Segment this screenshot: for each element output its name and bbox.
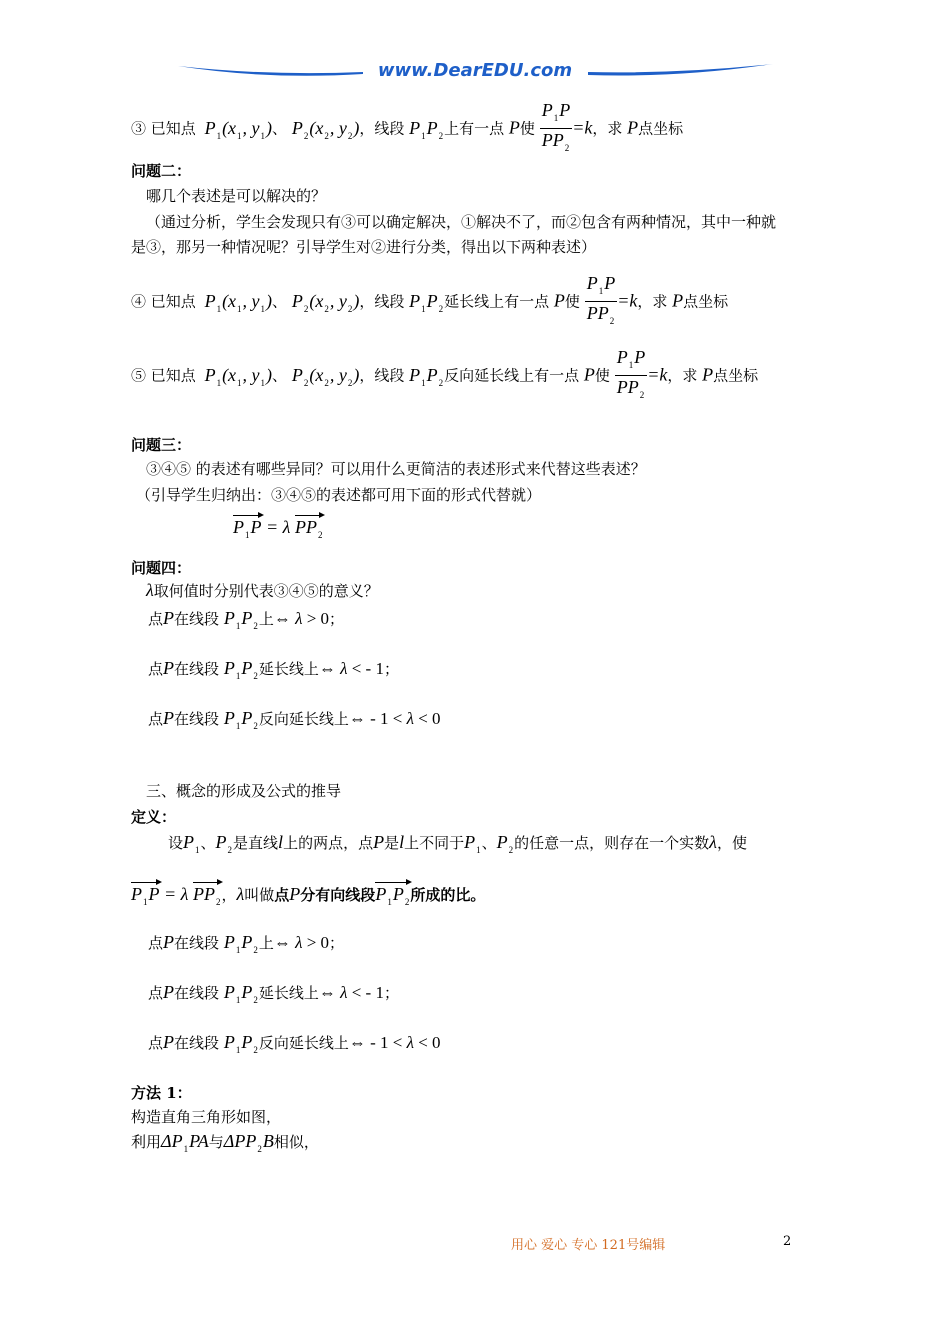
definition-line-2: $P_1P = \lambda$ $PP_2$，λ叫做点P分有向线段$P_1P_2$所成的比。 <box>131 884 486 907</box>
heading-q4: 问题四： <box>131 559 192 577</box>
condition-on-segment: 点P在线段 $P_1P_2$上⇔ λ > 0； <box>148 932 345 955</box>
header-logo <box>178 54 773 88</box>
paragraph: （引导学生归纳出：③④⑤的表述都可用下面的形式代替就） <box>136 486 542 504</box>
heading-q3: 问题三： <box>131 436 192 454</box>
definition-line-1: 设$P_1$、$P_2$是直线l上的两点，点P是l上不同于$P_1$、$P_2$的任意一点，则存在一个实数λ，使 <box>168 832 747 855</box>
condition-on-segment: 点P在线段 $P_1P_2$上⇔ λ > 0； <box>148 608 345 631</box>
vector-equation: $P_1P = \lambda$ $PP_2$ <box>233 517 323 540</box>
condition-extension: 点P在线段 $P_1P_2$延长线上⇔ λ < - 1； <box>148 982 399 1005</box>
ratio-fraction: $\frac{P_1P}{PP_2}$ <box>540 100 573 159</box>
statement-3: ③ 已知点 $P_1(x_1$, $y_1$)、 $P_2(x_2$, $y_2$)，线段 $P_1P_2$上有一点 P使 $\frac{P_1P}{PP_2}$ =k，求 P点坐标 <box>131 100 683 159</box>
heading-method-1: 方法 1： <box>131 1084 192 1102</box>
heading-q2: 问题二： <box>131 162 192 180</box>
paragraph: 构造直角三角形如图， <box>131 1108 282 1126</box>
paragraph: 利用$\Delta P_1PA$与$\Delta PP_2B$相似， <box>131 1131 319 1154</box>
paragraph: 是③，那另一种情况呢？引导学生对②进行分类，得出以下两种表述） <box>131 238 597 256</box>
paragraph: ③④⑤ 的表述有哪些异同？可以用什么更简洁的表述形式来代替这些表述？ <box>146 460 646 478</box>
statement-4: ④ 已知点 $P_1(x_1$, $y_1$)、 $P_2(x_2$, $y_2$)，线段 $P_1P_2$延长线上有一点 P使 $\frac{P_1P}{PP_2}$ =k，求 P点坐标 <box>131 273 728 332</box>
section-heading: 三、概念的形成及公式的推导 <box>146 782 342 800</box>
heading-definition: 定义： <box>131 808 177 826</box>
site-name: www.DearEDU.com <box>377 60 573 81</box>
condition-extension: 点P在线段 $P_1P_2$延长线上⇔ λ < - 1； <box>148 658 399 681</box>
footer-slogan: 用心 爱心 专心 121号编辑 <box>511 1238 666 1253</box>
paragraph: λ取何值时分别代表③④⑤的意义？ <box>146 580 379 600</box>
page-number: 2 <box>783 1234 792 1249</box>
paragraph: （通过分析，学生会发现只有③可以确定解决，①解决不了，而②包含有两种情况，其中一种就 <box>146 213 777 231</box>
statement-5: ⑤ 已知点 $P_1(x_1$, $y_1$)、 $P_2(x_2$, $y_2$)，线段 $P_1P_2$反向延长线上有一点 P使 $\frac{P_1P}{PP_2}$ =k，求 P点坐标 <box>131 347 758 406</box>
logo-swoosh-icon <box>178 54 773 88</box>
condition-reverse-extension: 点P在线段 $P_1P_2$反向延长线上⇔ - 1 < λ < 0 <box>148 708 441 731</box>
condition-reverse-extension: 点P在线段 $P_1P_2$反向延长线上⇔ - 1 < λ < 0 <box>148 1032 441 1055</box>
paragraph: 哪几个表述是可以解决的？ <box>146 187 327 205</box>
label: ③ 已知点 <box>131 119 196 138</box>
